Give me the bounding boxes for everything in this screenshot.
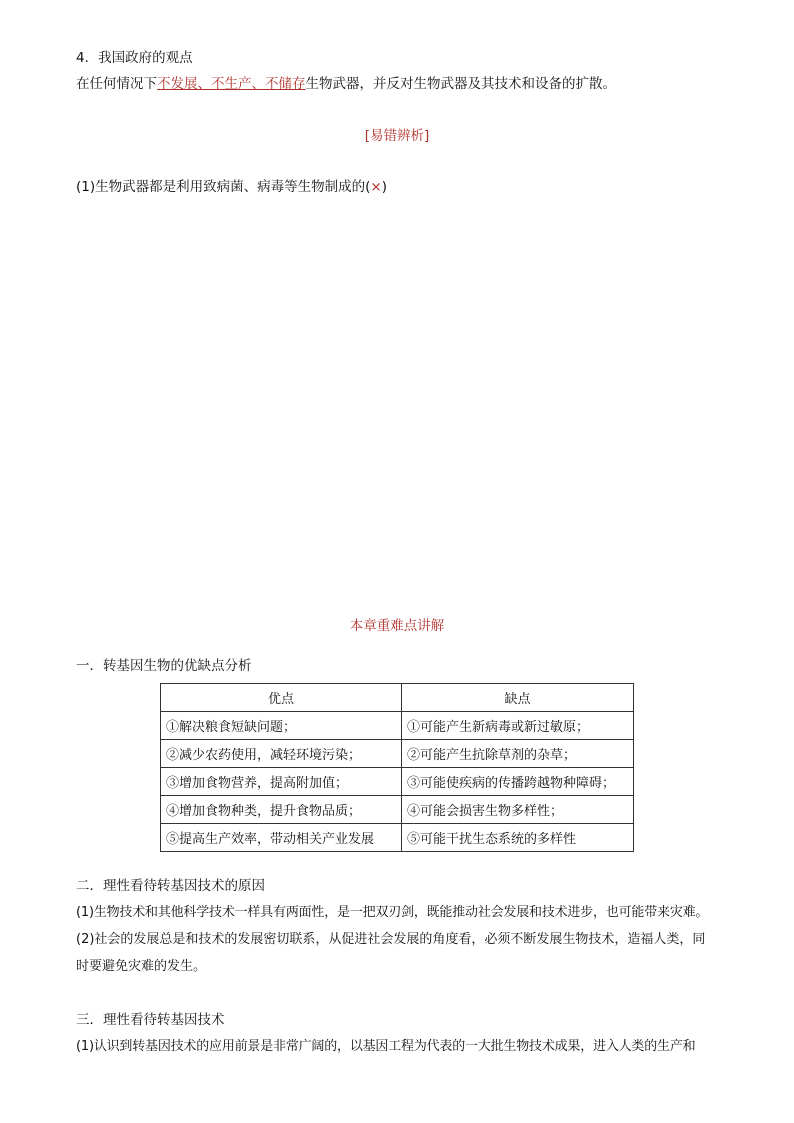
table-header-row [161, 684, 634, 712]
gov-view-underlined-key-phrase: 不发展、不生产、不储存 [157, 76, 306, 92]
table-row [161, 824, 634, 852]
error-item-1-close: ) [381, 179, 387, 195]
table-header-pros: 优点 [161, 684, 402, 712]
table-cell-pro: ③增加食物营养，提高附加值； [161, 768, 402, 796]
table-cell-pro: ④增加食物种类，提升食物品质； [161, 796, 402, 824]
chapter-title: 本章重难点讲解 [349, 618, 445, 634]
table-cell-pro: ②减少农药使用，减轻环境污染； [161, 740, 402, 768]
section2-paragraph-2-line-2: 时要避免灾难的发生。 [76, 959, 207, 974]
table-header-cons: 缺点 [402, 684, 634, 712]
section2-paragraph-2-line-1: (2)社会的发展总是和技术的发展密切联系，从促进社会发展的角度看，必须不断发展生物技术，造福人类，同 [76, 932, 706, 947]
gov-view-text-before: 在任何情况下 [76, 76, 157, 92]
table-cell-con: ④可能会损害生物多样性； [402, 796, 634, 824]
section2-paragraph-1: (1)生物技术和其他科学技术一样具有两面性，是一把双刃剑，既能推动社会发展和技术进步，也可能带来灾难。 [76, 905, 709, 920]
error-item-1-text: (1)生物武器都是利用致病菌、病毒等生物制成的( [76, 179, 371, 195]
error-item-1-cross-mark: × [370, 179, 382, 195]
table-cell-con: ⑤可能干扰生态系统的多样性 [402, 824, 634, 852]
table-row [161, 740, 634, 768]
pros-cons-table [160, 683, 634, 852]
table-row [161, 796, 634, 824]
table-cell-con: ②可能产生抗除草剂的杂草； [402, 740, 634, 768]
table-row [161, 768, 634, 796]
gov-view-heading: 4．我国政府的观点 [76, 50, 193, 66]
error-item-1 [76, 177, 387, 197]
table-cell-con: ①可能产生新病毒或新过敏原； [402, 712, 634, 740]
section2-heading: 二．理性看待转基因技术的原因 [76, 878, 265, 894]
gov-view-text-after: 生物武器，并反对生物武器及其技术和设备的扩散。 [305, 76, 616, 92]
section3-paragraph-1-line-1: (1)认识到转基因技术的应用前景是非常广阔的，以基因工程为代表的一大批生物技术成果，进入人类的生产和 [76, 1039, 696, 1054]
table-cell-pro: ⑤提高生产效率，带动相关产业发展 [161, 824, 402, 852]
gov-view-paragraph [76, 74, 616, 94]
table-cell-con: ③可能使疾病的传播跨越物种障碍； [402, 768, 634, 796]
error-section-heading: [易错辨析] [364, 128, 430, 144]
section1-heading: 一．转基因生物的优缺点分析 [76, 658, 252, 674]
section3-heading: 三．理性看待转基因技术 [76, 1012, 225, 1028]
table-row [161, 712, 634, 740]
table-cell-pro: ①解决粮食短缺问题； [161, 712, 402, 740]
